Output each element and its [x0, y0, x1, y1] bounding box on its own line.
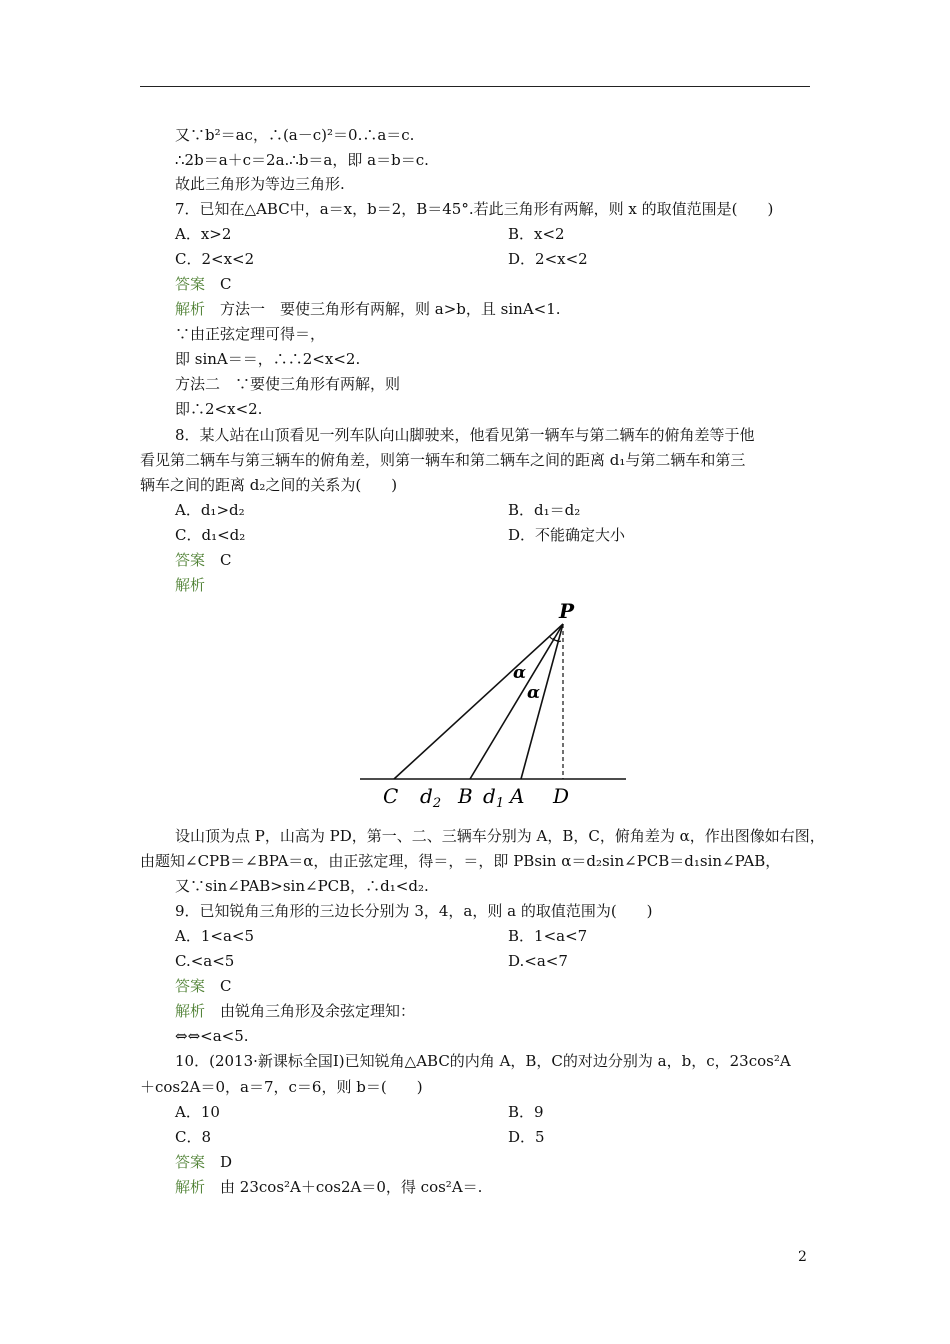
q8-option-c: C．d₁<d₂: [175, 526, 246, 544]
analysis-text: 由锐角三角形及余弦定理知：: [220, 1002, 416, 1020]
q10-answer: [175, 1152, 232, 1172]
q10-option-c: C．8: [175, 1128, 212, 1146]
question-9: 9．已知锐角三角形的三边长分别为 3，4，a，则 a 的取值范围为( ): [175, 902, 653, 920]
text-line: 故此三角形为等边三角形.: [175, 175, 345, 193]
geometry-figure: [350, 598, 640, 813]
text-line: ∴2b＝a＋c＝2a.∴b＝a，即 a＝b＝c.: [175, 151, 429, 169]
q8-option-d: D．不能确定大小: [508, 526, 626, 544]
answer-label: 答案: [175, 275, 206, 293]
q7-option-d: D．2<x<2: [508, 250, 588, 268]
q9-option-b: B．1<a<7: [508, 927, 588, 945]
text-line: 又∵b²＝ac，∴(a－c)²＝0.∴a＝c.: [175, 126, 415, 144]
q8-answer: [175, 550, 232, 570]
q8-option-a: A．d₁>d₂: [175, 501, 245, 519]
question-10: 10．(2013·新课标全国Ⅰ)已知锐角△ABC的内角 A，B，C的对边分别为 a，b，c，23cos²A: [175, 1052, 791, 1070]
q9-option-d: D.<a<7: [508, 952, 568, 970]
text-line: 看见第二辆车与第三辆车的俯角差，则第一辆车和第二辆车之间的距离 d₁与第二辆车和第三: [140, 451, 746, 469]
text-line: 即∴2<x<2.: [175, 400, 263, 418]
answer-value: C: [220, 551, 232, 569]
label-d: D: [553, 784, 570, 808]
q7-answer: [175, 274, 232, 294]
text-line: ＋cos2A＝0，a＝7，c＝6，则 b＝( ): [140, 1078, 423, 1096]
label-b: B: [458, 784, 473, 808]
q9-option-c: C.<a<5: [175, 952, 235, 970]
line-pb: [470, 624, 563, 779]
question-8: 8．某人站在山顶看见一列车队向山脚驶来，他看见第一辆车与第二辆车的俯角差等于他: [175, 426, 755, 444]
text-line: 设山顶为点 P，山高为 PD，第一、二、三辆车分别为 A，B，C，俯角差为 α，作出图像如右图，: [175, 827, 825, 845]
analysis-label: 解析: [175, 576, 206, 594]
text-line: ∵由正弦定理可得＝，: [175, 325, 326, 343]
analysis-text: 方法一 要使三角形有两解，则 a>b，且 sinA<1.: [220, 300, 561, 318]
answer-label: 答案: [175, 977, 206, 995]
question-7: 7．已知在△ABC中，a＝x，b＝2，B＝45°.若此三角形有两解，则 x 的取值范围是( ): [175, 200, 774, 218]
q10-option-d: D．5: [508, 1128, 545, 1146]
q9-option-a: A．1<a<5: [175, 927, 254, 945]
analysis-label: 解析: [175, 300, 206, 318]
page-number: 2: [798, 1249, 807, 1265]
analysis-label: 解析: [175, 1002, 206, 1020]
label-a: A: [510, 784, 525, 808]
label-c: C: [383, 784, 399, 808]
analysis-label: 解析: [175, 1178, 206, 1196]
text-line: 即 sinA＝＝，∴∴2<x<2.: [175, 350, 361, 368]
text-line: ⇔⇔<a<5.: [175, 1027, 249, 1045]
text-line: 又∵sin∠PAB>sin∠PCB，∴d₁<d₂.: [175, 877, 429, 895]
q10-option-b: B．9: [508, 1103, 544, 1121]
q8-option-b: B．d₁＝d₂: [508, 501, 581, 519]
q9-analysis: [175, 1001, 415, 1021]
q7-option-a: A．x>2: [175, 225, 232, 243]
answer-label: 答案: [175, 551, 206, 569]
header-rule: [140, 86, 810, 87]
label-alpha-1: α: [513, 663, 527, 683]
label-d2: $d_2$: [420, 784, 442, 811]
text-line: 方法二 ∵要使三角形有两解，则: [175, 375, 401, 393]
q8-analysis: [175, 575, 205, 595]
answer-value: D: [220, 1153, 233, 1171]
q7-option-c: C．2<x<2: [175, 250, 255, 268]
q10-analysis: [175, 1177, 482, 1197]
answer-value: C: [220, 977, 232, 995]
q7-option-b: B．x<2: [508, 225, 565, 243]
text-line: 辆车之间的距离 d₂之间的关系为( ): [140, 476, 398, 494]
analysis-text: 由 23cos²A＋cos2A＝0，得 cos²A＝.: [220, 1178, 483, 1196]
text-line: 由题知∠CPB＝∠BPA＝α，由正弦定理，得＝，＝，即 PBsin α＝d₂sin∠PCB＝d₁sin∠PAB，: [140, 852, 781, 870]
label-alpha-2: α: [527, 683, 541, 703]
q10-option-a: A．10: [175, 1103, 220, 1121]
q7-analysis: [175, 299, 561, 319]
answer-label: 答案: [175, 1153, 206, 1171]
q9-answer: [175, 976, 232, 996]
answer-value: C: [220, 275, 232, 293]
label-d1: $d_1$: [483, 784, 505, 811]
label-p: P: [559, 599, 575, 623]
